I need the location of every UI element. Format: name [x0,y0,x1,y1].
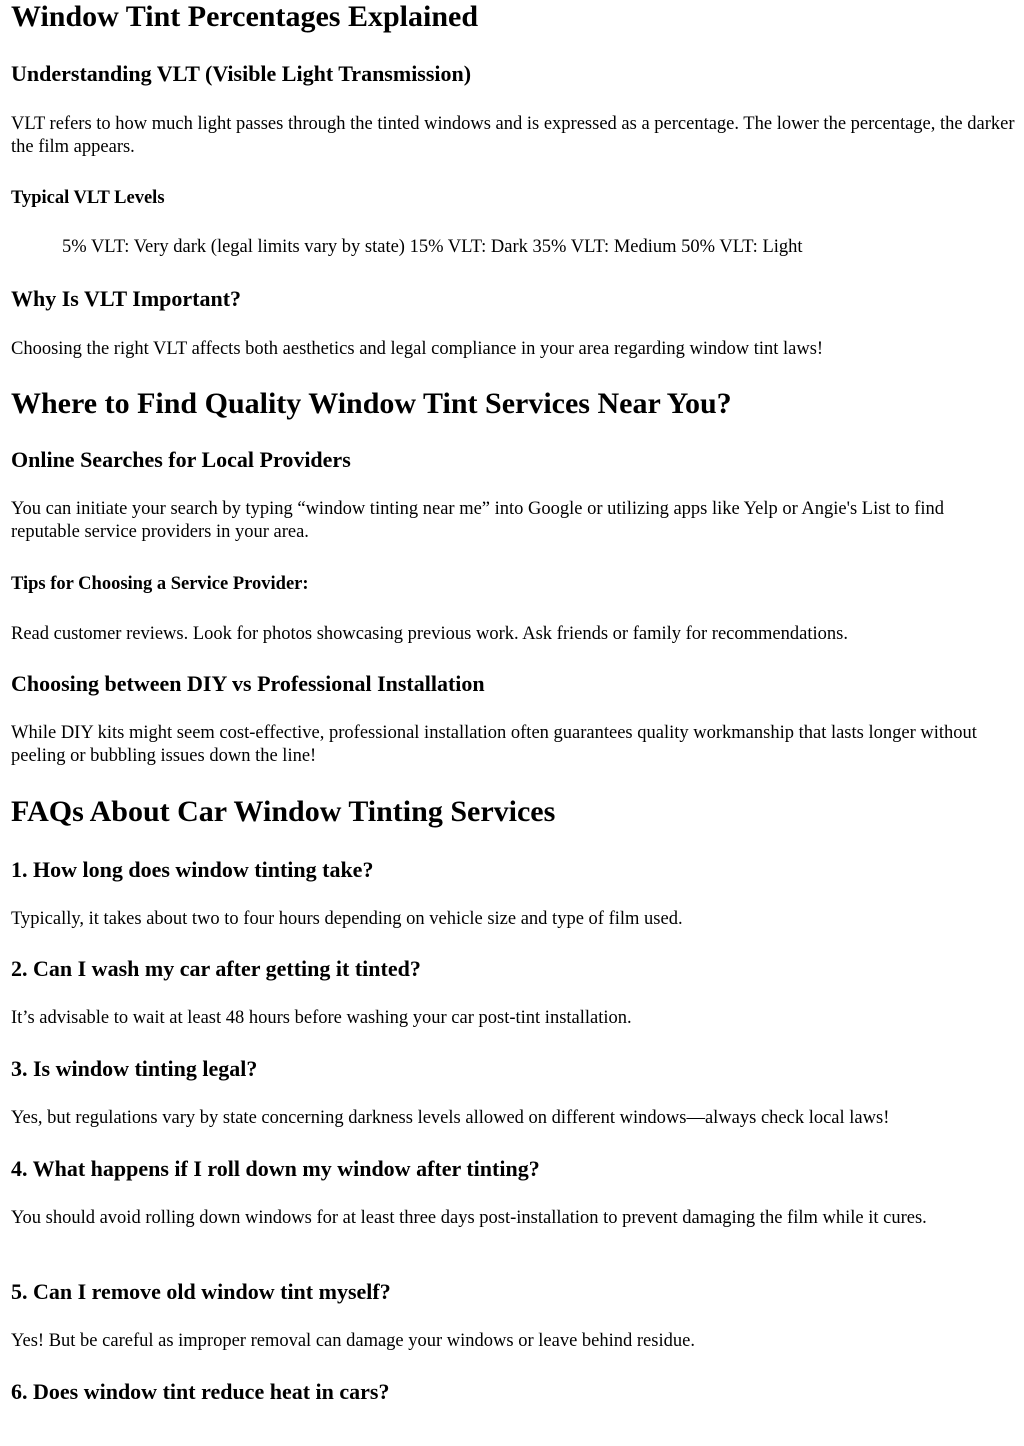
online-search-paragraph: You can initiate your search by typing “window tinting near me” into Google or utilizing apps like Yelp or Angie's List to find reputable service providers in your area. [11,499,945,542]
heading-find-services: Where to Find Quality Window Tint Services Near You? [11,387,732,420]
diy-paragraph: While DIY kits might seem cost-effective, professional installation often guarantees quality workmanship that lasts longer without peeling or bubbling issues down the line! [11,723,977,766]
faq-answer: It’s advisable to wait at least 48 hours before washing your car post-tint installation. [11,1008,632,1028]
faq-question: 4. What happens if I roll down my window after tinting? [11,1156,540,1181]
tips-paragraph: Read customer reviews. Look for photos showcasing previous work. Ask friends or family for recommendations. [11,624,848,644]
subheading-why-vlt-important: Why Is VLT Important? [11,286,242,311]
vlt-importance-paragraph: Choosing the right VLT affects both aesthetics and legal compliance in your area regarding window tint laws! [11,339,824,359]
subheading-diy-vs-professional: Choosing between DIY vs Professional Installation [11,671,485,696]
faq-question: 5. Can I remove old window tint myself? [11,1279,391,1304]
faq-answer: Typically, it takes about two to four hours depending on vehicle size and type of film used. [11,909,683,929]
vlt-levels-list: 5% VLT: Very dark (legal limits vary by state) 15% VLT: Dark 35% VLT: Medium 50% VLT: Light [62,237,803,257]
subheading-typical-vlt-levels: Typical VLT Levels [11,188,165,208]
faq-question: 6. Does window tint reduce heat in cars? [11,1379,390,1404]
faq-question: 2. Can I wash my car after getting it tinted? [11,956,421,981]
faq-answer: Yes! But be careful as improper removal can damage your windows or leave behind residue. [11,1331,695,1351]
subheading-tips-choosing-provider: Tips for Choosing a Service Provider: [11,574,309,594]
faq-answer: You should avoid rolling down windows for at least three days post-installation to prevent damaging the film while it cures. [11,1208,927,1228]
subheading-understanding-vlt: Understanding VLT (Visible Light Transmission) [11,61,472,86]
subheading-online-searches: Online Searches for Local Providers [11,447,351,472]
faq-question: 1. How long does window tinting take? [11,857,374,882]
vlt-paragraph: VLT refers to how much light passes through the tinted windows and is expressed as a percentage. The lower the percentage, the darker the film appears. [11,114,1015,157]
faq-question: 3. Is window tinting legal? [11,1056,258,1081]
heading-tint-percentages: Window Tint Percentages Explained [11,0,479,33]
faq-answer: Yes, but regulations vary by state concerning darkness levels allowed on different windows—always check local laws! [11,1108,890,1128]
heading-faqs: FAQs About Car Window Tinting Services [11,795,556,828]
